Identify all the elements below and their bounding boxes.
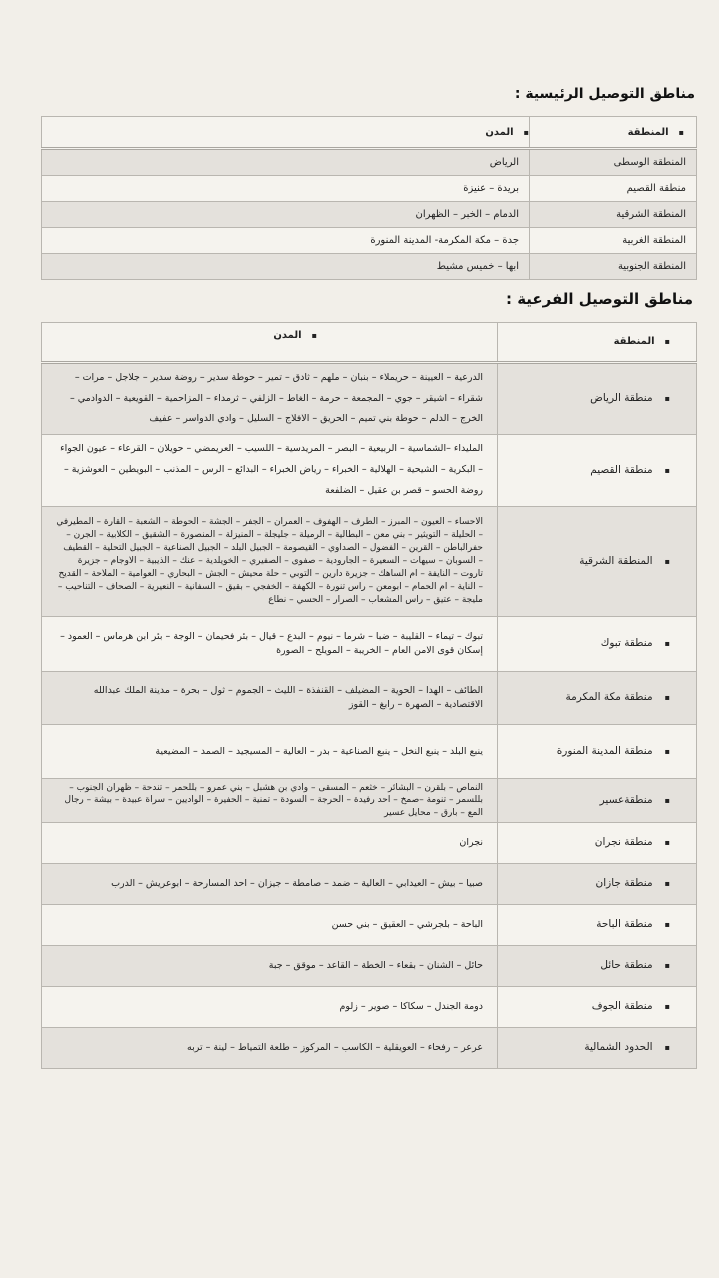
main-zones-title: مناطق التوصيل الرئيسية : (514, 86, 695, 102)
table-row (42, 1028, 697, 1069)
sub-region-cell: ▪ منطقة الباحة (498, 905, 697, 946)
table-row (42, 176, 697, 202)
sub-cities-cell: ينبع البلد – ينبع النخل – ينبع الصناعية – بدر – العالية – المسيجيد – الصمد – المضيعية (42, 725, 498, 779)
sub-region-cell: ▪ منطقة الجوف (498, 987, 697, 1028)
sub-header-region (498, 323, 697, 363)
table-row (42, 725, 697, 779)
sub-region-cell: ▪ منطقة الرياض (498, 363, 697, 435)
sub-cities-cell: الباحة – بلجرشي – العقيق – بني حسن (42, 905, 498, 946)
table-row (42, 905, 697, 946)
table-row (42, 946, 697, 987)
table-row (42, 779, 697, 823)
table-row (42, 228, 697, 254)
sub-header-cities (42, 323, 498, 363)
sub-region-cell: ▪ منطقة مكة المكرمة (498, 672, 697, 725)
main-region-cell: المنطقة الجنوبية (530, 254, 697, 280)
table-row (42, 202, 697, 228)
sub-cities-cell: دومة الجندل – سكاكا – صوير – زلوم (42, 987, 498, 1028)
main-table-header-row (42, 117, 697, 149)
table-row (42, 507, 697, 617)
sub-cities-cell: صبيا – بيش – العيدابي – العالية – ضمد – صامطة – جيزان – احد المسارحة – ابوعريش – الدرب (42, 864, 498, 905)
sub-region-cell: ▪ منطقة حائل (498, 946, 697, 987)
main-cities-cell: ابها – خميس مشيط (42, 254, 530, 280)
sub-cities-cell: عرعر – رفحاء – العويقلية – الكاسب – المركوز – طلعة التمياط – لينة – تربه (42, 1028, 498, 1069)
main-zones-table (41, 116, 697, 280)
table-row (42, 672, 697, 725)
main-cities-cell: بريدة – عنيزة (42, 176, 530, 202)
table-row (42, 254, 697, 280)
sub-header-region-label: المنطقة (613, 335, 655, 347)
sub-cities-cell: تبوك – تيماء – القليبة – ضبا – شرما – نيوم – البدع – قيال – بئر فحيمان – الوجة – بئر ابن هرماس – العمود – إسكان قوى الامن العام – الخريبة – المويلح – الصورة (42, 617, 498, 672)
sub-cities-cell: الطائف – الهدا – الحوية – المضيلف – القنفذة – الليث – الجموم – ثول – بحرة – مدينة الملك عبدالله الاقتصادية – الصهرة – رابغ – القوز (42, 672, 498, 725)
sub-cities-cell: المليداء –الشماسية – الربيعية – البصر – المريدسية – اللسيب – العريمضي – حويلان – القرعاء – عيون الجواء – البكرية – الشيحية – الهلالية – الخبراء – رياض الخبراء – البدائع – الرس – المذنب – البويطين – العوشزية – روضة الحسو – قصر بن عقيل – الضلفعة (42, 435, 498, 507)
table-row (42, 864, 697, 905)
sub-zones-title: مناطق التوصيل الفرعية : (505, 290, 693, 308)
sub-region-cell: ▪ منطقة المدينة المنورة (498, 725, 697, 779)
main-header-cities (42, 117, 530, 149)
sub-region-cell: ▪ منطقة القصيم (498, 435, 697, 507)
main-cities-cell: الرياض (42, 149, 530, 176)
sub-region-cell: ▪ المنطقة الشرقية (498, 507, 697, 617)
main-cities-cell: الدمام – الخبر – الظهران (42, 202, 530, 228)
sub-cities-cell: النماص – بلقرن – البشائر – خثعم – المسقى – وادي بن هشبل – بني عمرو – بللحمر – تندحة – ظهران الجنوب – بللسمر – تنومة –صمخ – احد رفيدة – الحرجة – السودة – تمنية – الحفيرة – الواديين – سراة عبيدة – بيشة – رجال المع – بارق – محايل عسير (42, 779, 498, 823)
table-row (42, 987, 697, 1028)
sub-cities-cell: حائل – الشنان – بقعاء – الخطة – القاعد – موقق – جبة (42, 946, 498, 987)
main-region-cell: المنطقة الشرقية (530, 202, 697, 228)
main-region-cell: المنطقة الغربية (530, 228, 697, 254)
sub-cities-cell: الدرعية – العيينة – حريملاء – بنبان – ملهم – ثادق – تمير – حوطة سدير – روضة سدير – جلاجل – مرات – شقراء – اشيقر – جوي – المجمعة – حرمة – الغاط – الزلفي – ثرمداء – المزاحمية – القويعية – الدوادمي – الخرج – الدلم – حوطة بني تميم – الحريق – الافلاج – السليل – وادي الدواسر – عفيف (42, 363, 498, 435)
table-row (42, 823, 697, 864)
sub-table-header-row (42, 323, 697, 363)
main-header-cities-label: المدن (485, 126, 514, 138)
table-row (42, 617, 697, 672)
main-region-cell: المنطقة الوسطى (530, 149, 697, 176)
sub-region-cell: ▪ منطقة نجران (498, 823, 697, 864)
sub-cities-cell: الاحساء – العيون – المبرز – الطرف – الهفوف – العمران – الجفر – الجشة – الحوطة – الشعبة – القارة – المطيرفي – الحليلة – التويثير – بني معن – البطالية – الرميلة – جليجلة – المنيزلة – المنصورة – الشقيق – الكلابية – الجرن – حفرالباطن – القرين – الفضول – الصداوي – القيصومة – الجبيل البلد – الجبيل الصناعية – الجبيل التحلية – القطيف – السوبان – سيهات – السعيرة – الجارودية – صفوى – الصفيري – الخويلدية – عنك – الذيبية – الاوجام – جزيرة تاروت – النايفة – ام الساهك – جزيرة دارين – التوبي – حلة محيش – الجش – البحاري – العوامية – الملاحة – القديح – الناية – ام الحمام – ابومعن – راس تنورة – الكهفة – الخفجي – بقيق – السفانية – النعيرية – الصحاف – التناحيب – مليجة – عتيق – راس المشعاب – الصرار – الحسي – نطاع (42, 507, 498, 617)
sub-region-cell: ▪ الحدود الشمالية (498, 1028, 697, 1069)
main-header-region (530, 117, 697, 149)
sub-cities-cell: نجران (42, 823, 498, 864)
sub-region-cell: ▪ منطقة جازان (498, 864, 697, 905)
main-cities-cell: جدة – مكة المكرمة- المدينة المنورة (42, 228, 530, 254)
table-row (42, 363, 697, 435)
sub-zones-table (41, 322, 697, 1069)
sub-region-cell: ▪ منطقة تبوك (498, 617, 697, 672)
main-region-cell: منطقة القصيم (530, 176, 697, 202)
main-header-region-label: المنطقة (627, 126, 669, 138)
sub-header-cities-label: المدن (273, 330, 302, 341)
table-row (42, 435, 697, 507)
sub-region-cell: ▪ منطقةعسير (498, 779, 697, 823)
table-row (42, 149, 697, 176)
